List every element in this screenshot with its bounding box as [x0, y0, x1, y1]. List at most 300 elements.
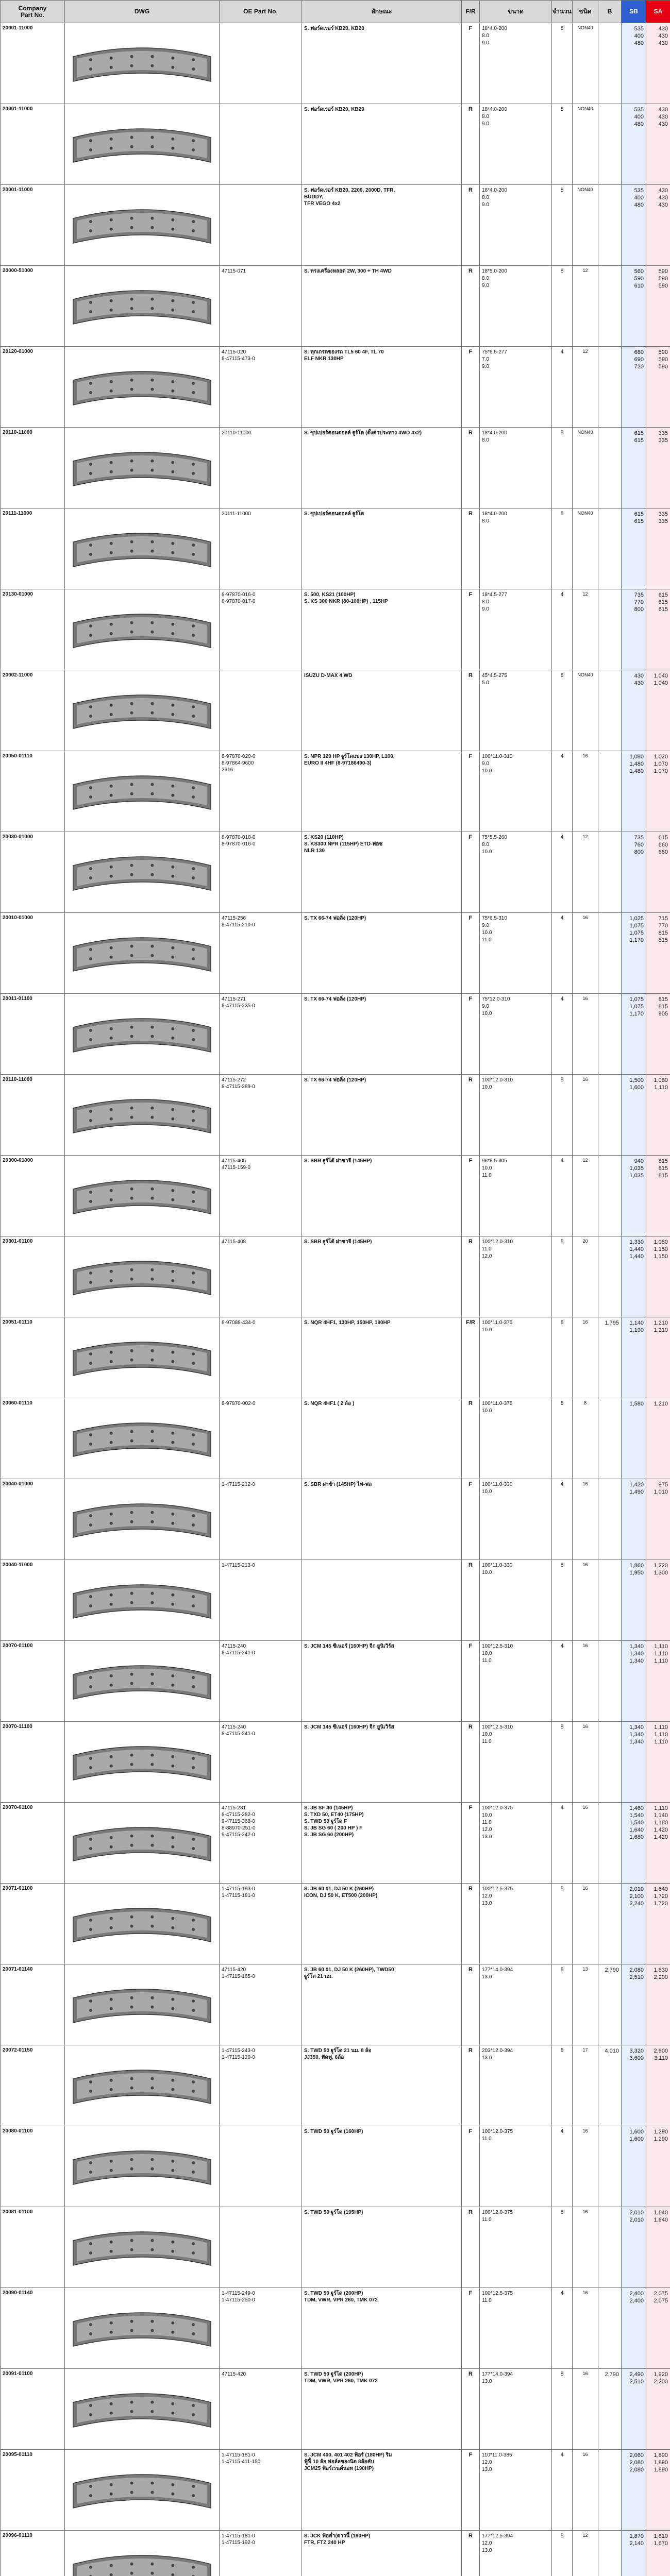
brake-lining-icon [70, 2225, 214, 2269]
cell-pieces: 4 [552, 2126, 573, 2207]
cell-oe-part-no: 47115-405 47115-159-0 [220, 1156, 302, 1236]
cell-price-sa: 1,220 1,300 [646, 1560, 670, 1641]
cell-pieces: 8 [552, 1236, 573, 1317]
cell-material: 16 [573, 1479, 598, 1560]
cell-drawing [65, 509, 220, 589]
cell-size: 18*5.0-200 8.0 9.0 [480, 266, 552, 347]
cell-part-code: 20110-11000 [1, 428, 65, 509]
cell-drawing [65, 185, 220, 266]
cell-material: 16 [573, 913, 598, 994]
cell-position: F [462, 1641, 480, 1722]
cell-application: S. JCK ฟ้อค่ำ(ดาวนี้ (190HP) FTR, FTZ 240 HP [302, 2531, 462, 2576]
table-row [1, 2045, 670, 2126]
cell-application: S. ทรงเครื่องหลอด 2W, 300 + TH 4WD [302, 266, 462, 347]
cell-price-b [598, 2531, 622, 2576]
cell-price-sb: 2,010 2,100 2,240 [622, 1884, 646, 1964]
table-row [1, 2288, 670, 2369]
cell-price-sa: 430 430 430 [646, 185, 670, 266]
cell-position: F [462, 2288, 480, 2369]
cell-size: 177*14.0-394 13.0 [480, 2369, 552, 2450]
brake-lining-icon [70, 1982, 214, 2027]
cell-drawing [65, 104, 220, 185]
cell-position: R [462, 266, 480, 347]
cell-position: R [462, 104, 480, 185]
cell-position: F [462, 589, 480, 670]
cell-position: F/R [462, 1317, 480, 1398]
cell-drawing [65, 1236, 220, 1317]
cell-oe-part-no: 1-47115-212-0 [220, 1479, 302, 1560]
cell-oe-part-no: 47115-420 [220, 2369, 302, 2450]
cell-part-code: 20040-11000 [1, 1560, 65, 1641]
cell-material: 16 [573, 1560, 598, 1641]
table-body [1, 23, 670, 2576]
cell-part-code: 20072-01150 [1, 2045, 65, 2126]
cell-part-code: 20011-01100 [1, 994, 65, 1075]
cell-part-code: 20091-01100 [1, 2369, 65, 2450]
cell-size: 100*12.0-310 10.0 [480, 1075, 552, 1156]
table-row [1, 1156, 670, 1236]
cell-oe-part-no: 20110-11000 [220, 428, 302, 509]
brake-lining-icon [70, 284, 214, 328]
cell-position: R [462, 1398, 480, 1479]
cell-part-code: 20002-11000 [1, 670, 65, 751]
cell-pieces: 4 [552, 2450, 573, 2531]
cell-part-code: 20001-11000 [1, 104, 65, 185]
cell-position: F [462, 832, 480, 913]
cell-drawing [65, 2126, 220, 2207]
cell-material: 16 [573, 751, 598, 832]
cell-size: 177*14.0-394 13.0 [480, 1964, 552, 2045]
table-row [1, 1641, 670, 1722]
table-row [1, 670, 670, 751]
cell-price-sb: 2,010 2,010 [622, 2207, 646, 2288]
cell-price-sa: 1,210 1,210 [646, 1317, 670, 1398]
table-row [1, 23, 670, 104]
cell-size: 18*4.0-200 8.0 [480, 428, 552, 509]
cell-position: R [462, 428, 480, 509]
cell-drawing [65, 23, 220, 104]
cell-application: S. ฟอร์ดเรอร์ KB20, 2200, 2000D, TFR, BUDDY, TFR VEGO 4x2 [302, 185, 462, 266]
cell-price-b [598, 913, 622, 994]
cell-part-code: 20080-01100 [1, 2126, 65, 2207]
cell-oe-part-no: 1-47115-249-0 1-47115-250-0 [220, 2288, 302, 2369]
brake-lining-icon [70, 1902, 214, 1946]
brake-lining-icon [70, 1255, 214, 1299]
cell-drawing [65, 428, 220, 509]
cell-part-code: 20070-11100 [1, 1722, 65, 1803]
cell-price-sa: 1,080 1,110 [646, 1075, 670, 1156]
cell-application: S. JCM 400, 401 402 ฟ้อร์ (180HP) ริม ฟู้ฟี้ 10 ล้อ ฟอล์ลของนิด 8ล้อคับ JCM25 ฟ้อร์เรนต์นอท (190HP) [302, 2450, 462, 2531]
cell-drawing [65, 1479, 220, 1560]
cell-part-code: 20300-01000 [1, 1156, 65, 1236]
cell-price-b: 1,795 [598, 1317, 622, 1398]
brake-lining-icon [70, 2144, 214, 2189]
cell-drawing [65, 832, 220, 913]
cell-price-sb: 1,860 1,950 [622, 1560, 646, 1641]
cell-price-sa: 1,640 1,640 [646, 2207, 670, 2288]
brake-lining-icon [70, 1578, 214, 1622]
table-row [1, 994, 670, 1075]
brake-lining-icon [70, 41, 214, 86]
cell-size: 100*11.0-375 10.0 [480, 1398, 552, 1479]
cell-drawing [65, 1156, 220, 1236]
table-row [1, 1398, 670, 1479]
cell-price-b [598, 1641, 622, 1722]
table-row [1, 1722, 670, 1803]
cell-price-sa: 335 335 [646, 428, 670, 509]
cell-size: 100*12.0-375 11.0 [480, 2126, 552, 2207]
cell-size: 18*4.0-200 8.0 9.0 [480, 104, 552, 185]
cell-oe-part-no: 47115-420 1-47115-165-0 [220, 1964, 302, 2045]
cell-pieces: 4 [552, 589, 573, 670]
brake-lining-icon [70, 2063, 214, 2108]
table-row [1, 1479, 670, 1560]
cell-part-code: 20071-01140 [1, 1964, 65, 2045]
col-header-oe: OE Part No. [220, 1, 302, 23]
cell-drawing [65, 1075, 220, 1156]
cell-price-sb: 1,600 1,600 [622, 2126, 646, 2207]
cell-application: S. NQR 4HF1, 130HP, 150HP, 190HP [302, 1317, 462, 1398]
cell-size: 18*4.0-200 8.0 [480, 509, 552, 589]
table-row [1, 2531, 670, 2576]
cell-position: F [462, 751, 480, 832]
cell-price-b [598, 266, 622, 347]
cell-price-sb: 680 690 720 [622, 347, 646, 428]
cell-position: F [462, 1156, 480, 1236]
cell-price-sa: 1,890 1,890 1,890 [646, 2450, 670, 2531]
cell-material: NON40 [573, 104, 598, 185]
cell-drawing [65, 2045, 220, 2126]
cell-price-sb: 1,080 1,480 1,480 [622, 751, 646, 832]
cell-price-b [598, 1722, 622, 1803]
cell-price-sb: 2,400 2,400 [622, 2288, 646, 2369]
cell-price-sa: 615 615 615 [646, 589, 670, 670]
cell-drawing [65, 266, 220, 347]
cell-price-sa: 1,210 [646, 1398, 670, 1479]
cell-size: 18*4.5-277 8.0 9.0 [480, 589, 552, 670]
cell-oe-part-no: 1-47115-193-0 1-47115-181-0 [220, 1884, 302, 1964]
cell-price-b [598, 1156, 622, 1236]
cell-price-sa: 1,080 1,150 1,150 [646, 1236, 670, 1317]
table-row [1, 428, 670, 509]
cell-pieces: 8 [552, 1722, 573, 1803]
cell-pieces: 8 [552, 428, 573, 509]
cell-price-b [598, 2450, 622, 2531]
cell-material: 16 [573, 994, 598, 1075]
cell-material: 8 [573, 1398, 598, 1479]
cell-oe-part-no: 47115-272 8-47115-289-0 [220, 1075, 302, 1156]
cell-part-code: 20050-01110 [1, 751, 65, 832]
cell-price-sa: 430 430 430 [646, 104, 670, 185]
table-row [1, 2369, 670, 2450]
cell-oe-part-no: 8-97870-018-0 8-97870-016-0 [220, 832, 302, 913]
brake-lining-icon [70, 688, 214, 733]
brake-lining-icon [70, 1335, 214, 1380]
cell-part-code: 20000-51000 [1, 266, 65, 347]
cell-position: R [462, 2369, 480, 2450]
cell-material: NON40 [573, 185, 598, 266]
table-row [1, 2450, 670, 2531]
table-row [1, 751, 670, 832]
cell-part-code: 20001-11000 [1, 23, 65, 104]
cell-price-sa: 2,075 2,075 [646, 2288, 670, 2369]
cell-drawing [65, 1803, 220, 1884]
cell-position: R [462, 1236, 480, 1317]
col-header-b: B [598, 1, 622, 23]
cell-drawing [65, 994, 220, 1075]
cell-material: 12 [573, 589, 598, 670]
cell-drawing [65, 2207, 220, 2288]
cell-application: S. KS20 (110HP) S. KS300 NPR (115HP) ETD-ฟอซ NLR 130 [302, 832, 462, 913]
cell-size: 96*8.5-305 10.0 11.0 [480, 1156, 552, 1236]
cell-size: 110*11.0-385 12.0 13.0 [480, 2450, 552, 2531]
cell-price-sa: 1,040 1,040 [646, 670, 670, 751]
cell-oe-part-no [220, 2126, 302, 2207]
cell-application: S. ฟอร์ดเรอร์ KB20, KB20 [302, 104, 462, 185]
cell-size: 75*5.5-260 8.0 10.0 [480, 832, 552, 913]
cell-part-code: 20096-01110 [1, 2531, 65, 2576]
cell-material: 16 [573, 2450, 598, 2531]
cell-price-sa: 590 590 590 [646, 347, 670, 428]
table-row [1, 185, 670, 266]
cell-price-sa: 815 815 815 [646, 1156, 670, 1236]
cell-size: 18*4.0-200 8.0 9.0 [480, 23, 552, 104]
cell-price-b [598, 1560, 622, 1641]
cell-material: 16 [573, 1641, 598, 1722]
cell-position: R [462, 1964, 480, 2045]
cell-application: S. SBR ฐูร์โด้ ฝาขาจี (145HP) [302, 1236, 462, 1317]
cell-part-code: 20081-01100 [1, 2207, 65, 2288]
cell-application: S. JCM 145 ซีเนอร์ (160HP) จีก ยูนิเวิร์ส [302, 1722, 462, 1803]
cell-price-sb: 2,080 2,510 [622, 1964, 646, 2045]
cell-material: 16 [573, 2369, 598, 2450]
cell-position: R [462, 2207, 480, 2288]
cell-pieces: 8 [552, 23, 573, 104]
cell-price-b [598, 2126, 622, 2207]
col-header-company: Company Part No. [1, 1, 65, 23]
cell-price-sa: 1,610 1,670 [646, 2531, 670, 2576]
col-header-sb: SB [622, 1, 646, 23]
table-row [1, 2207, 670, 2288]
cell-pieces: 8 [552, 1398, 573, 1479]
cell-drawing [65, 1964, 220, 2045]
cell-application: S. SBR ฝาซ้า (145HP) ไฟ-ฟล [302, 1479, 462, 1560]
cell-pieces: 8 [552, 670, 573, 751]
cell-application: S. JB 60 01, DJ 50 K (260HP) ICON, DJ 50 K, ET500 (200HP) [302, 1884, 462, 1964]
cell-part-code: 20111-11000 [1, 509, 65, 589]
cell-price-sa: 335 335 [646, 509, 670, 589]
cell-price-sb: 1,870 2,140 [622, 2531, 646, 2576]
col-header-application: ลักษณะ [302, 1, 462, 23]
brake-lining-icon [70, 365, 214, 409]
cell-oe-part-no [220, 104, 302, 185]
col-header-material: ชนิด [573, 1, 598, 23]
brake-lining-icon [70, 850, 214, 894]
cell-material: 16 [573, 1722, 598, 1803]
cell-pieces: 8 [552, 1560, 573, 1641]
table-row [1, 1560, 670, 1641]
cell-price-b [598, 589, 622, 670]
table-header-row [1, 1, 670, 23]
cell-application: S. JCM 145 ซีเนอร์ (160HP) จีก ยูนิเวิร์ส [302, 1641, 462, 1722]
cell-application: S. TX 66-74 ฟอลิ่ง (120HP) [302, 994, 462, 1075]
cell-oe-part-no [220, 2207, 302, 2288]
cell-pieces: 8 [552, 509, 573, 589]
cell-size: 100*11.0-310 9.0 10.0 [480, 751, 552, 832]
cell-price-b [598, 185, 622, 266]
cell-price-b [598, 2207, 622, 2288]
cell-price-sb: 615 615 [622, 428, 646, 509]
cell-position: F [462, 913, 480, 994]
cell-pieces: 8 [552, 1075, 573, 1156]
table-row [1, 1964, 670, 2045]
cell-price-b [598, 832, 622, 913]
brake-lining-icon [70, 1740, 214, 1784]
cell-price-sb: 1,025 1,075 1,075 1,170 [622, 913, 646, 994]
cell-position: R [462, 2531, 480, 2576]
cell-size: 100*12.5-310 10.0 11.0 [480, 1722, 552, 1803]
cell-price-sa: 1,110 1,110 1,110 [646, 1641, 670, 1722]
brake-lining-icon [70, 769, 214, 814]
cell-size: 177*12.5-394 12.0 13.0 [480, 2531, 552, 2576]
cell-part-code: 20095-01110 [1, 2450, 65, 2531]
cell-application: S. TWD 50 ฐูร์โด (200HP) TDM, VWR, VPR 260, TMK 072 [302, 2369, 462, 2450]
brake-lining-icon [70, 446, 214, 490]
cell-price-sa: 1,290 1,290 [646, 2126, 670, 2207]
cell-price-sa: 715 770 815 815 [646, 913, 670, 994]
cell-part-code: 20001-11000 [1, 185, 65, 266]
cell-application: S. 500, KS21 (100HP) S. KS 300 NKR (80-100HP) , 115HP [302, 589, 462, 670]
cell-application: ISUZU D-MAX 4 WD [302, 670, 462, 751]
col-header-pos: F/R [462, 1, 480, 23]
table-row [1, 832, 670, 913]
cell-oe-part-no: 47115-408 [220, 1236, 302, 1317]
cell-price-sb: 535 400 480 [622, 23, 646, 104]
cell-price-sa: 1,640 1,720 1,720 [646, 1884, 670, 1964]
cell-price-sb: 1,460 1,540 1,540 1,640 1,680 [622, 1803, 646, 1884]
cell-drawing [65, 589, 220, 670]
cell-oe-part-no [220, 185, 302, 266]
cell-position: R [462, 1075, 480, 1156]
col-header-dwg: DWG [65, 1, 220, 23]
table-row [1, 509, 670, 589]
cell-oe-part-no: 8-97088-434-0 [220, 1317, 302, 1398]
cell-pieces: 8 [552, 2531, 573, 2576]
cell-oe-part-no: 47115-240 8-47115-241-0 [220, 1722, 302, 1803]
cell-position: R [462, 2045, 480, 2126]
cell-size: 100*12.0-375 10.0 11.0 12.0 13.0 [480, 1803, 552, 1884]
brake-lining-icon [70, 2549, 214, 2576]
cell-material: 12 [573, 832, 598, 913]
cell-application: S. NPR 120 HP ฐูร์โดแบ่ง 130HP, L100, EURO II 4HF (8-97186490-3) [302, 751, 462, 832]
cell-price-b [598, 23, 622, 104]
cell-pieces: 4 [552, 751, 573, 832]
cell-price-sa: 1,110 1,110 1,110 [646, 1722, 670, 1803]
table-row [1, 104, 670, 185]
cell-material: NON40 [573, 23, 598, 104]
cell-size: 18*4.0-200 8.0 9.0 [480, 185, 552, 266]
brake-lining-icon [70, 607, 214, 652]
cell-price-b [598, 1803, 622, 1884]
cell-pieces: 4 [552, 2288, 573, 2369]
cell-oe-part-no: 8-97870-020-0 8-97864-9600 2616 [220, 751, 302, 832]
brake-lining-icon [70, 1416, 214, 1461]
brake-lining-icon [70, 2306, 214, 2350]
cell-price-sa: 615 660 660 [646, 832, 670, 913]
cell-drawing [65, 1641, 220, 1722]
cell-oe-part-no: 47115-271 8-47115-235-0 [220, 994, 302, 1075]
cell-pieces: 4 [552, 994, 573, 1075]
cell-drawing [65, 2369, 220, 2450]
cell-size: 100*11.0-375 10.0 [480, 1317, 552, 1398]
cell-application: S. SBR ฐูร์โด้ ฝาขาจี (145HP) [302, 1156, 462, 1236]
cell-price-sa: 1,110 1,140 1,180 1,420 1,420 [646, 1803, 670, 1884]
cell-drawing [65, 1884, 220, 1964]
cell-size: 203*12.0-394 13.0 [480, 2045, 552, 2126]
cell-drawing [65, 2531, 220, 2576]
cell-size: 100*12.0-310 11.0 12.0 [480, 1236, 552, 1317]
cell-part-code: 20010-01000 [1, 913, 65, 994]
cell-drawing [65, 347, 220, 428]
brake-lining-icon [70, 1821, 214, 1865]
cell-price-sb: 1,330 1,440 1,440 [622, 1236, 646, 1317]
cell-price-sb: 535 400 480 [622, 104, 646, 185]
brake-lining-icon [70, 1659, 214, 1703]
brake-lining-icon [70, 1497, 214, 1541]
cell-price-sa: 975 1,010 [646, 1479, 670, 1560]
cell-price-b [598, 1075, 622, 1156]
cell-size: 100*12.0-375 11.0 [480, 2207, 552, 2288]
cell-price-sb: 735 770 800 [622, 589, 646, 670]
cell-application: S. TX 66-74 ฟอลิ่ง (120HP) [302, 1075, 462, 1156]
cell-part-code: 20110-11000 [1, 1075, 65, 1156]
cell-price-b [598, 1884, 622, 1964]
brake-lining-icon [70, 203, 214, 247]
cell-price-b [598, 1236, 622, 1317]
cell-part-code: 20051-01110 [1, 1317, 65, 1398]
cell-application: S. JB SF 40 (145HP) S. TXD 50, ET40 (175HP) S. TWD 50 ฐูร์โด F S. JB SG 60 ( 200 HP ) F S. JB SG 60 (200HP) [302, 1803, 462, 1884]
col-header-pieces: จำนวน [552, 1, 573, 23]
cell-pieces: 8 [552, 266, 573, 347]
brake-lining-icon [70, 2468, 214, 2512]
cell-part-code: 20070-01100 [1, 1803, 65, 1884]
brake-lining-icon [70, 1012, 214, 1056]
table-row [1, 589, 670, 670]
cell-pieces: 8 [552, 2369, 573, 2450]
cell-position: R [462, 670, 480, 751]
cell-drawing [65, 751, 220, 832]
cell-price-sb: 1,420 1,490 [622, 1479, 646, 1560]
cell-position: R [462, 1722, 480, 1803]
cell-price-sb: 940 1,035 1,035 [622, 1156, 646, 1236]
cell-price-b: 2,790 [598, 2369, 622, 2450]
cell-price-b [598, 1479, 622, 1560]
cell-position: F [462, 2126, 480, 2207]
cell-material: 16 [573, 1317, 598, 1398]
cell-oe-part-no: 1-47115-213-0 [220, 1560, 302, 1641]
cell-drawing [65, 1560, 220, 1641]
cell-material: 16 [573, 2126, 598, 2207]
cell-drawing [65, 2450, 220, 2531]
cell-price-sb: 1,340 1,340 1,340 [622, 1722, 646, 1803]
cell-oe-part-no: 47115-071 [220, 266, 302, 347]
cell-pieces: 8 [552, 1964, 573, 2045]
cell-part-code: 20071-01100 [1, 1884, 65, 1964]
cell-price-sa: 430 430 430 [646, 23, 670, 104]
cell-price-sb: 560 590 610 [622, 266, 646, 347]
cell-application: S. TWD 50 ฐูร์โด (200HP) TDM, VWR, VPR 260, TMK 072 [302, 2288, 462, 2369]
cell-drawing [65, 2288, 220, 2369]
